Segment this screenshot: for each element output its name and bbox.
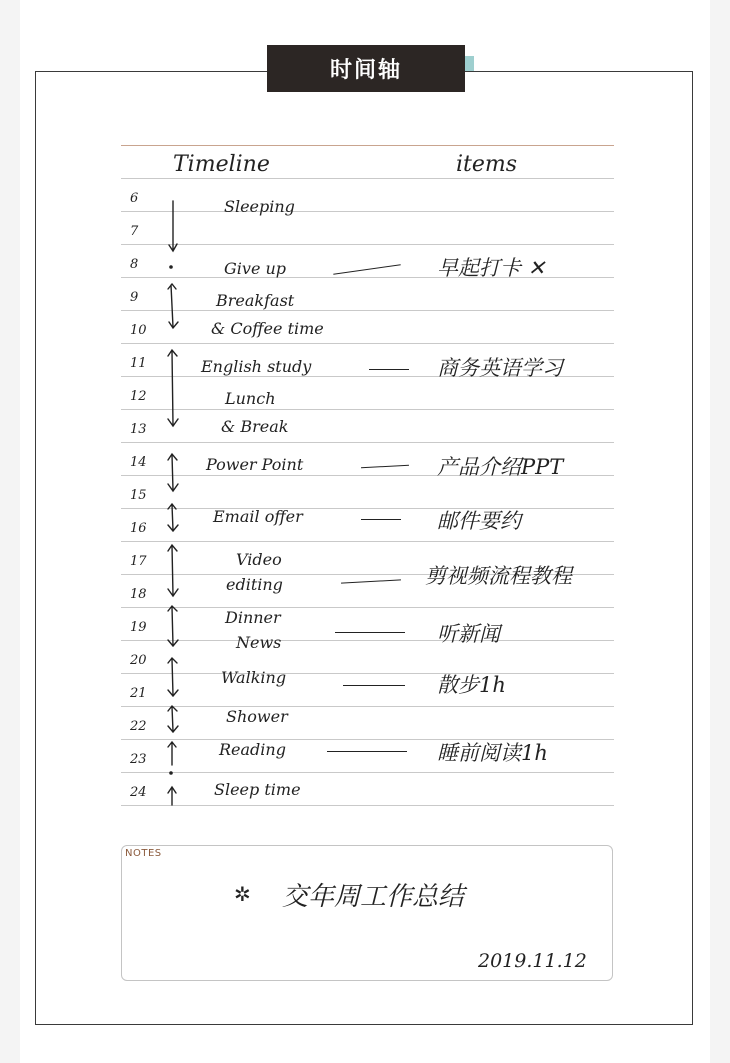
connector-dash	[335, 632, 405, 633]
timeline-column-header: Timeline	[173, 152, 270, 177]
hour-label: 9	[130, 290, 139, 305]
connector-dash	[369, 369, 409, 370]
hour-label: 12	[130, 389, 147, 404]
planner-sheet	[35, 71, 693, 1025]
activity-reading: Reading	[219, 740, 286, 759]
span-arrow	[168, 606, 178, 646]
span-arrow	[168, 454, 178, 491]
item-video-tutorial: 剪视频流程教程	[425, 564, 572, 588]
note-text: 交年周工作总结	[282, 882, 465, 912]
item-product-ppt: 产品介绍PPT	[437, 455, 564, 479]
timeline-dot	[169, 265, 173, 269]
activity-breakfast: Breakfast	[216, 291, 295, 310]
span-arrow	[168, 706, 178, 732]
activity-english-study: English study	[201, 357, 312, 376]
activity-sleep-time: Sleep time	[214, 780, 301, 799]
star-icon: ✲	[234, 882, 251, 906]
activity-power-point: Power Point	[206, 455, 304, 474]
hour-label: 16	[130, 521, 147, 536]
timeline-grid	[121, 145, 614, 815]
hour-label: 18	[130, 587, 147, 602]
activity-editing: editing	[226, 575, 283, 594]
hour-label: 6	[130, 191, 139, 206]
item-news: 听新闻	[437, 622, 500, 646]
span-arrow	[168, 284, 178, 328]
timeline-axis	[121, 145, 201, 815]
activity-email-offer: Email offer	[213, 507, 303, 526]
activity-shower: Shower	[226, 707, 288, 726]
span-arrow	[168, 787, 176, 805]
hour-label: 10	[130, 323, 147, 338]
connector-dash	[327, 751, 407, 752]
span-arrow	[168, 350, 178, 426]
hour-label: 22	[130, 719, 147, 734]
hour-label: 8	[130, 257, 139, 272]
connector-dash	[343, 685, 405, 686]
item-email-offer: 邮件要约	[437, 509, 521, 533]
notes-box	[121, 845, 613, 981]
item-early-checkin: 早起打卡 ✕	[437, 256, 546, 280]
activity-give-up: Give up	[224, 259, 287, 278]
item-walk: 散步1h	[437, 673, 506, 697]
activity-sleeping: Sleeping	[224, 197, 295, 216]
hour-label: 21	[130, 686, 147, 701]
hour-label: 15	[130, 488, 147, 503]
activity-coffee: & Coffee time	[211, 319, 324, 338]
hour-label: 14	[130, 455, 147, 470]
hour-label: 11	[130, 356, 147, 371]
hour-label: 24	[130, 785, 147, 800]
page-title: 时间轴	[267, 45, 465, 92]
hour-label: 19	[130, 620, 147, 635]
hour-label: 13	[130, 422, 147, 437]
activity-video: Video	[236, 550, 282, 569]
items-column-header: items	[456, 152, 518, 177]
hour-label: 23	[130, 752, 147, 767]
activity-news: News	[236, 633, 282, 652]
timeline-dot	[169, 771, 173, 775]
span-arrow	[168, 658, 178, 696]
hour-label: 17	[130, 554, 147, 569]
hour-label: 20	[130, 653, 147, 668]
span-arrow	[168, 545, 178, 596]
item-reading: 睡前阅读1h	[437, 741, 548, 765]
span-arrow	[168, 504, 178, 531]
activity-walking: Walking	[221, 668, 287, 687]
activity-break: & Break	[221, 417, 289, 436]
span-arrow	[168, 742, 176, 765]
item-business-english: 商务英语学习	[437, 356, 563, 380]
span-arrow	[169, 201, 177, 251]
hour-label: 7	[130, 224, 139, 239]
activity-dinner: Dinner	[225, 608, 281, 627]
activity-lunch: Lunch	[225, 389, 276, 408]
notes-label: NOTES	[125, 848, 162, 859]
connector-dash	[361, 519, 401, 520]
note-date: 2019.11.12	[478, 950, 587, 972]
